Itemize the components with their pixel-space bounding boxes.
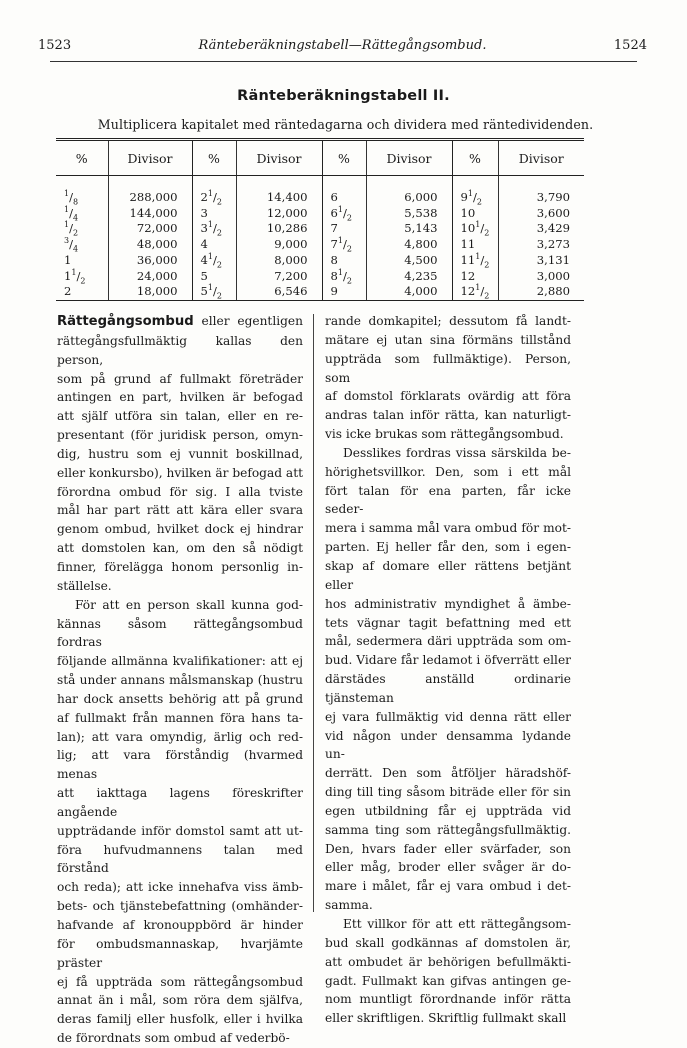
divisor-cell: 36,000	[136, 252, 178, 267]
text-line: har dock ansetts behörig att på grund	[57, 691, 303, 706]
percent-cell: 6	[330, 190, 338, 204]
text-line: annat än i mål, som röra dem själfva,	[57, 993, 303, 1008]
text-line: hos administrativ myndighet å ämbe-	[325, 596, 571, 611]
table-subtitle: Multiplicera kapitalet med räntedagarna och dividera med räntedividenden.	[97, 117, 594, 132]
right-lines	[325, 312, 571, 1028]
percent-cell: 1	[64, 252, 72, 267]
percent-column	[192, 190, 236, 300]
header-percent: %	[56, 140, 108, 176]
divisor-cell: 4,235	[404, 268, 438, 283]
text-line: och reda); att icke innehafva viss ämb-	[57, 880, 303, 895]
divisor-cell: 5,143	[404, 221, 438, 236]
article-right-column	[325, 312, 571, 1028]
percent-cell: $^3/_4$	[64, 236, 79, 254]
text-line: eller konkursbo), hvilken är befogad att	[57, 465, 303, 480]
text-line: presentant (för juridisk person, omyn-	[57, 428, 303, 443]
text-line: deras familj eller husfolk, eller i hvilka	[57, 1012, 303, 1027]
header-rule	[50, 61, 637, 62]
text-line: stå under annans målsmanskap (hustru	[57, 673, 303, 688]
divisor-cell: 288,000	[129, 190, 178, 204]
divisor-cell: 7,200	[274, 268, 308, 283]
page-number-left: 1523	[38, 38, 72, 53]
text-line: hörighetsvillkor. Den, som i ett mål	[325, 464, 571, 479]
text-line: Ett villkor för att ett rättegångsom-	[343, 917, 571, 931]
percent-cell: $1^1/_2$	[64, 267, 86, 285]
text-line: ställelse.	[57, 578, 112, 593]
text-line: skap af domare eller rättens betjänt eller	[325, 558, 571, 592]
divisor-cell: 9,000	[274, 237, 308, 252]
text-line: För att en person skall kunna god-	[75, 597, 303, 612]
article-para-1-start	[57, 312, 303, 332]
header-divisor: Divisor	[366, 140, 452, 176]
percent-cell: 2	[64, 284, 72, 299]
text-line: som på grund af fullmakt företräder	[57, 371, 303, 386]
text-line: gadt. Fullmakt kan gifvas antingen ge-	[325, 973, 571, 988]
text-line: vid någon under densamma lydande un-	[325, 728, 571, 762]
text-line: rättegångsfullmäktig kallas den person,	[57, 333, 303, 367]
percent-cell: $5^1/_2$	[200, 283, 222, 301]
text-line: rande domkapitel; dessutom få landt-	[325, 314, 571, 328]
divisor-cell: 48,000	[136, 237, 178, 252]
text-line: egen utbildning får ej uppträda vid	[325, 803, 571, 818]
text-line: finner, förelägga honom personlig in-	[57, 559, 303, 574]
percent-cell: $9^1/_2$	[460, 189, 482, 207]
text-line: att domstolen kan, om den så nödigt	[57, 541, 303, 556]
percent-cell: $10^1/_2$	[460, 220, 490, 238]
left-lines	[57, 332, 303, 1048]
divisor-cell: 72,000	[136, 221, 178, 236]
percent-cell: 9	[330, 284, 338, 299]
divisor-cell: 10,286	[266, 221, 308, 236]
text-line: samma ting som rättegångsfullmäktig.	[325, 822, 571, 837]
header-divisor: Divisor	[498, 140, 584, 176]
percent-cell: 11	[460, 237, 476, 252]
percent-cell: $^1/_2$	[64, 220, 79, 238]
page-number-right: 1524	[613, 38, 647, 53]
text-line: fört talan för ena parten, får icke seder-	[325, 483, 571, 517]
text-line: bud skall godkännas af domstolen är,	[325, 935, 571, 950]
percent-cell: $^1/_4$	[64, 204, 79, 223]
percent-cell: 8	[330, 252, 338, 267]
header-percent: %	[322, 140, 366, 176]
text-line: Desslikes fordras vissa särskilda be-	[343, 445, 571, 460]
percent-cell: 3	[200, 205, 208, 220]
percent-cell: $7^1/_2$	[330, 236, 352, 254]
text-line: lan); att vara omyndig, ärlig och red-	[57, 729, 303, 744]
percent-column	[56, 190, 108, 300]
text-line: eller egentligen	[193, 314, 303, 328]
header-percent: %	[452, 140, 498, 176]
text-line: andras talan inför rätta, kan naturligt-	[325, 408, 571, 423]
header-percent: %	[192, 140, 236, 176]
percent-cell: 10	[460, 205, 476, 220]
divisor-cell: 144,000	[129, 205, 178, 220]
text-line: mätare ej utan sina förmäns tillstånd	[325, 332, 571, 347]
divisor-cell: 3,429	[536, 221, 570, 236]
article-left-column	[57, 312, 303, 1048]
text-line: parten. Ej heller får den, som i egen-	[325, 540, 571, 555]
divisor-cell: 3,000	[536, 268, 570, 283]
text-line: därstädes anställd ordinarie tjänsteman	[325, 672, 571, 705]
text-line: föra hufvudmannens talan med förstånd	[57, 842, 303, 876]
divisor-cell: 8,000	[274, 252, 308, 267]
divisor-cell: 18,000	[136, 284, 178, 299]
text-line: eller skriftligen. Skriftlig fullmakt skall	[325, 1011, 567, 1026]
percent-cell: 4	[200, 237, 208, 252]
text-line: ej få uppträda som rättegångsombud	[57, 974, 303, 989]
percent-cell: $11^1/_2$	[460, 251, 490, 270]
divisor-cell: 4,000	[404, 284, 438, 299]
text-line: ding till ting såsom biträde eller för sin	[325, 785, 571, 800]
text-line: lig; att vara förståndig (hvarmed menas	[57, 748, 303, 782]
text-line: samma.	[325, 898, 373, 913]
divisor-cell: 5,538	[404, 205, 438, 220]
text-line: derrätt. Den som åtföljer häradshöf-	[325, 766, 571, 781]
column-divider	[313, 314, 314, 912]
divisor-cell: 4,800	[404, 237, 438, 252]
text-line: att iakttaga lagens föreskrifter angående	[57, 786, 303, 819]
divisor-cell: 24,000	[136, 268, 178, 283]
text-line: att själf utföra sin talan, eller en re-	[57, 409, 303, 424]
percent-cell: $8^1/_2$	[330, 267, 352, 285]
text-line: mare i målet, får ej vara ombud i det-	[325, 879, 571, 894]
text-line: Den, hvars fader eller svärfader, son	[325, 841, 571, 856]
divisor-cell: 3,600	[536, 205, 570, 220]
table-body-row	[56, 190, 584, 300]
text-line: hafvande af kronouppbörd är hinder	[57, 918, 303, 932]
percent-cell: $3^1/_2$	[200, 220, 222, 238]
text-line: bud. Vidare får ledamot i öfverrätt eller	[325, 653, 571, 668]
percent-cell: $4^1/_2$	[200, 251, 222, 270]
divisor-cell: 2,880	[536, 284, 570, 299]
text-line: att ombudet är behörigen befullmäkti-	[325, 954, 571, 969]
divisor-column	[108, 190, 192, 300]
divisor-cell: 6,000	[404, 190, 438, 204]
divisor-column	[236, 190, 322, 300]
percent-cell: $^1/_8$	[64, 189, 79, 207]
percent-column	[322, 190, 366, 300]
percent-cell: 5	[200, 268, 208, 283]
page-header	[38, 38, 647, 56]
divisor-cell: 3,790	[536, 190, 570, 204]
divisor-cell: 4,500	[404, 252, 438, 267]
text-line: af domstol förklarats ovärdig att föra	[325, 389, 571, 404]
divisor-cell: 12,000	[266, 205, 308, 220]
text-line: följande allmänna kvalifikationer: att ej	[57, 654, 303, 669]
divisor-cell: 3,131	[536, 252, 570, 267]
text-line: uppträda som fullmäktige). Person, som	[325, 351, 571, 385]
text-line: ej vara fullmäktig vid denna rätt eller	[325, 709, 571, 724]
text-line: mål har part rätt att kära eller svara	[57, 503, 303, 518]
text-line: förordna ombud för sig. I alla tviste	[57, 484, 303, 499]
percent-cell: 7	[330, 221, 338, 236]
rate-table	[56, 138, 584, 301]
text-line: af fullmakt från mannen föra hans ta-	[57, 710, 303, 725]
percent-column	[452, 190, 498, 300]
text-line: uppträdande inför domstol samt att ut-	[57, 823, 303, 838]
header-divisor: Divisor	[108, 140, 192, 176]
text-line: mera i samma mål vara ombud för mot-	[325, 521, 571, 536]
table-header-row	[56, 140, 584, 176]
article-term: Rättegångsombud	[57, 314, 194, 329]
percent-cell: $12^1/_2$	[460, 283, 490, 301]
text-line: för ombudsmannaskap, hvarjämte präster	[57, 936, 303, 970]
divisor-cell: 3,273	[536, 237, 570, 252]
table-title: Ränteberäkningstabell II.	[237, 88, 450, 104]
percent-cell: $2^1/_2$	[200, 189, 222, 207]
divisor-column	[366, 190, 452, 300]
text-line: bets- och tjänstebefattning (omhänder-	[57, 899, 303, 914]
text-line: vis icke brukas som rättegångsombud.	[325, 427, 564, 442]
text-line: tets vägnar tagit befattning med ett	[325, 615, 571, 630]
text-line: kännas såsom rättegångsombud fordras	[57, 616, 303, 650]
text-line: dig, hustru som ej vunnit boskillnad,	[57, 446, 303, 461]
text-line: eller måg, broder eller svåger är do-	[325, 860, 571, 875]
divisor-cell: 6,546	[274, 284, 308, 299]
text-line: mål, sedermera däri uppträda som om-	[325, 634, 571, 649]
percent-cell: $6^1/_2$	[330, 204, 352, 223]
header-divisor: Divisor	[236, 140, 322, 176]
divisor-cell: 14,400	[266, 190, 308, 204]
percent-cell: 12	[460, 268, 476, 283]
text-line: genom ombud, hvilket dock ej hindrar	[57, 522, 303, 537]
running-title: Ränteberäkningstabell—Rättegångsombud.	[198, 38, 487, 53]
text-line: nom muntligt förordnande inför rätta	[325, 992, 571, 1007]
text-line: antingen en part, hvilken är befogad	[57, 390, 303, 405]
divisor-column	[498, 190, 584, 300]
text-line: de förordnats som ombud af vederbö-	[57, 1031, 290, 1046]
